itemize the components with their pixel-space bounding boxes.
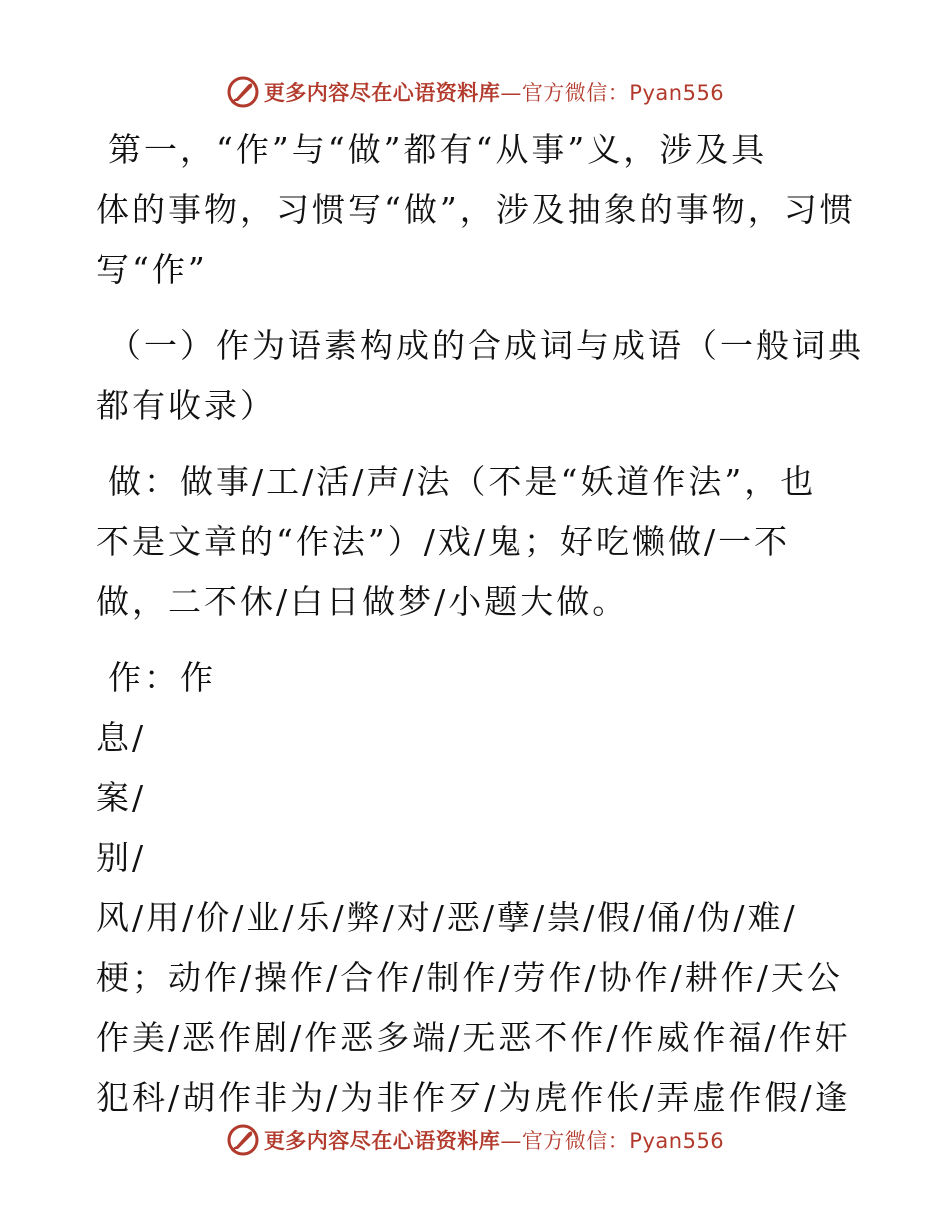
footer-banner [0, 1120, 950, 1160]
text-line: 体的事物，习惯写“做”，涉及抽象的事物，习惯 [96, 190, 856, 229]
text-line: 不是文章的“作法”）/戏/鬼；好吃懒做/一不 [96, 522, 791, 561]
text-line: 犯科/胡作非为/为非作歹/为虎作伥/弄虚作假/逢 [96, 1078, 851, 1117]
paragraph-4 [96, 648, 856, 1128]
banner-title: 更多内容尽在心语资料库 [263, 81, 501, 105]
text-line: 风/用/价/业/乐/弊/对/恶/孽/祟/假/俑/伪/难/ [96, 898, 798, 937]
paragraph-1 [96, 120, 856, 300]
text-line: （一）作为语素构成的合成词与成语（一般词典 [108, 326, 864, 365]
text-line: 做，二不休/白日做梦/小题大做。 [96, 582, 629, 621]
document-body [96, 120, 864, 1144]
header-banner [0, 72, 950, 112]
text-line: 作：作 [108, 658, 216, 697]
paragraph-2 [96, 316, 864, 436]
text-line: 作美/恶作剧/作恶多端/无恶不作/作威作福/作奸 [96, 1018, 851, 1057]
text-line: 写“作” [96, 250, 208, 289]
text-line: 息/ [96, 718, 147, 757]
banner-title: 更多内容尽在心语资料库 [263, 1129, 501, 1153]
text-line: 案/ [96, 778, 147, 817]
feather-pen-logo-icon [226, 1123, 260, 1157]
text-line: 别/ [96, 838, 147, 877]
banner-wechat: —官方微信：Pyan556 [500, 81, 725, 105]
text-line: 都有收录） [96, 386, 276, 425]
text-line: 梗；动作/操作/合作/制作/劳作/协作/耕作/天公 [96, 958, 843, 997]
text-line: 第一，“作”与“做”都有“从事”义，涉及具 [108, 130, 768, 169]
banner-wechat: —官方微信：Pyan556 [500, 1129, 725, 1153]
feather-pen-logo-icon [226, 75, 260, 109]
text-line: 做：做事/工/活/声/法（不是“妖道作法”，也 [108, 462, 817, 501]
paragraph-3 [96, 452, 856, 632]
